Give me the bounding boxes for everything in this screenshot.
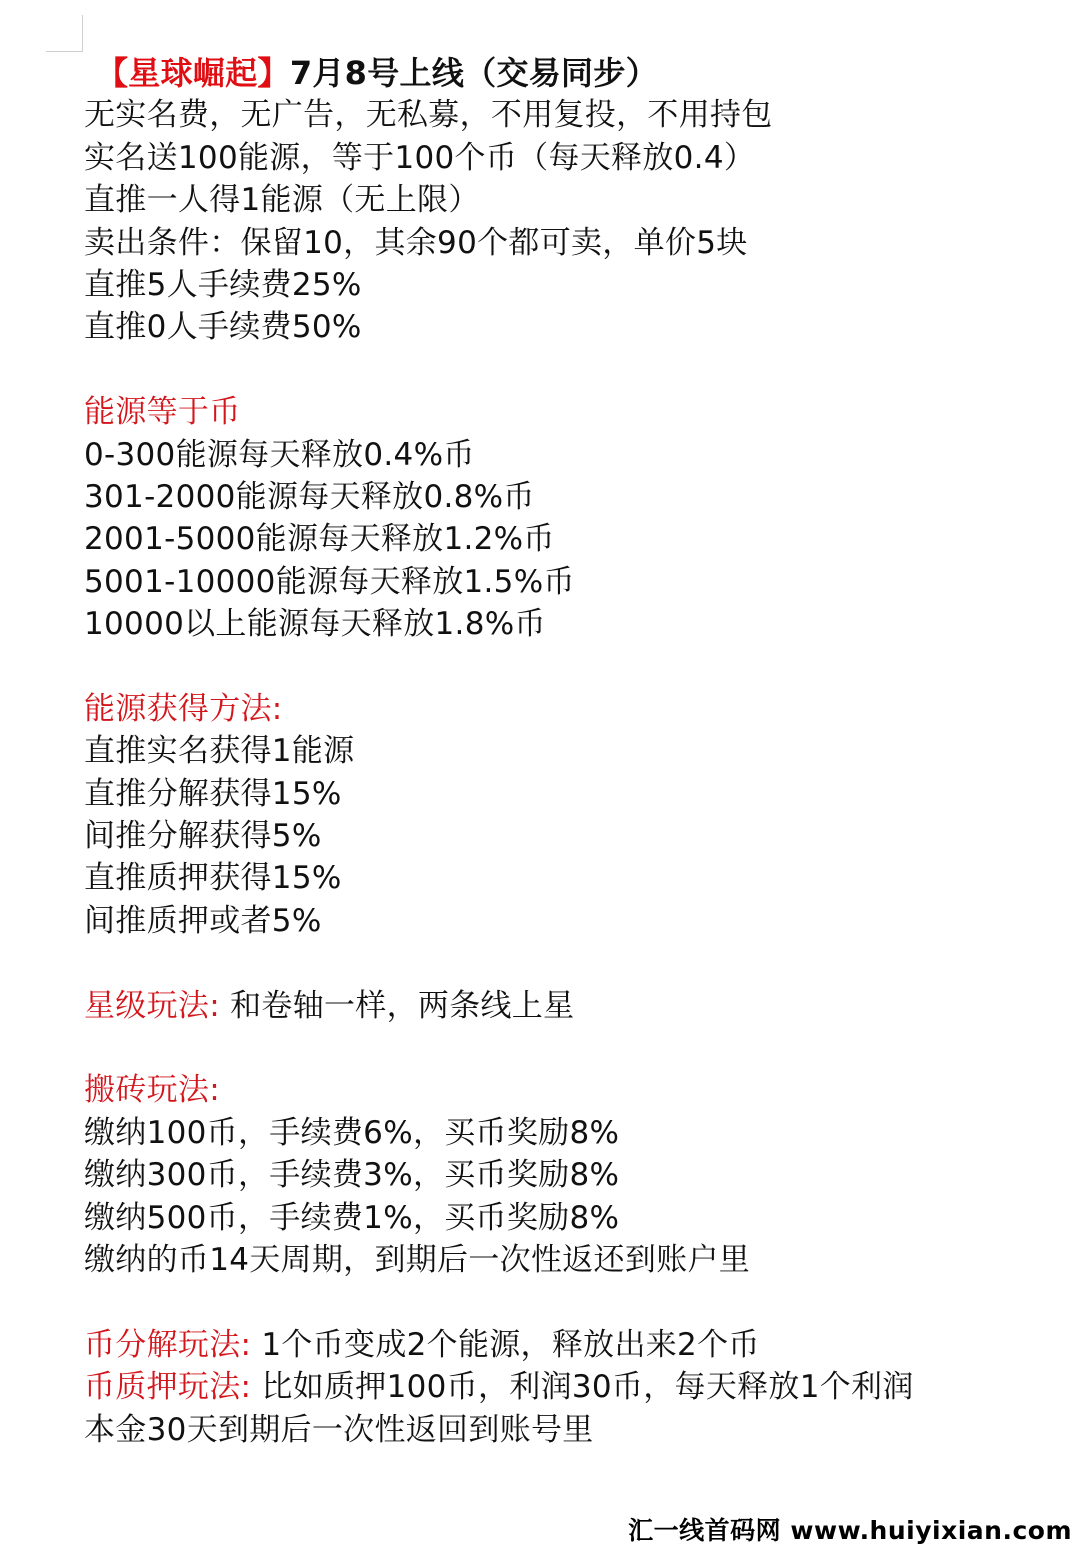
section-heading: 能源等于币 [84, 394, 241, 431]
intro-line: 直推0人手续费50% [84, 309, 362, 346]
release-rate-line: 10000以上能源每天释放1.8%币 [84, 606, 546, 643]
section-heading: 币分解玩法: [84, 1326, 252, 1363]
method-line: 间推质押或者5% [84, 902, 322, 939]
star-play-section [84, 985, 1074, 1027]
intro-line: 直推一人得1能源（无上限） [84, 182, 480, 219]
launch-info: 7月8号上线（交易同步） [289, 54, 658, 92]
intro-section [84, 94, 1074, 348]
release-rate-line: 5001-10000能源每天释放1.5%币 [84, 563, 575, 600]
section-heading: 搬砖玩法: [84, 1072, 220, 1109]
method-line: 直推质押获得15% [84, 860, 342, 897]
brick-play-section [84, 1069, 1074, 1281]
release-rate-line: 301-2000能源每天释放0.8%币 [84, 478, 535, 515]
brick-line: 缴纳100币，手续费6%，买币奖励8% [84, 1114, 620, 1151]
watermark: 汇一线首码网 www.huiyixian.com [628, 1516, 1072, 1545]
intro-line: 直推5人手续费25% [84, 266, 362, 303]
coin-stake-continuation: 本金30天到期后一次性返回到账号里 [84, 1411, 594, 1448]
brick-line: 缴纳500币，手续费1%，买币奖励8% [84, 1199, 620, 1236]
page-title [96, 52, 1074, 94]
intro-line: 无实名费，无广告，无私募，不用复投，不用持包 [84, 97, 773, 134]
section-heading: 能源获得方法: [84, 690, 283, 727]
section-heading: 星级玩法: [84, 987, 220, 1024]
coin-stake-text: 比如质押100币，利润30币，每天释放1个利润 [261, 1369, 914, 1406]
brick-line: 缴纳300币，手续费3%，买币奖励8% [84, 1157, 620, 1194]
page-corner-mark [46, 15, 83, 52]
section-heading: 币质押玩法: [84, 1369, 252, 1406]
document-body [84, 52, 1074, 1451]
project-name: 【星球崛起】 [96, 54, 290, 92]
method-line: 直推实名获得1能源 [84, 733, 355, 770]
intro-line: 卖出条件：保留10，其余90个都可卖，单价5块 [84, 224, 748, 261]
star-play-text: 和卷轴一样，两条线上星 [230, 987, 575, 1024]
intro-line: 实名送100能源，等于100个币（每天释放0.4） [84, 139, 756, 176]
release-rate-line: 0-300能源每天释放0.4%币 [84, 436, 475, 473]
coin-split-section [84, 1324, 1074, 1366]
coin-split-text: 1个币变成2个能源，释放出来2个币 [261, 1326, 760, 1363]
energy-methods-section [84, 688, 1074, 942]
energy-equals-coin-section [84, 391, 1074, 645]
release-rate-line: 2001-5000能源每天释放1.2%币 [84, 521, 555, 558]
method-line: 直推分解获得15% [84, 775, 342, 812]
method-line: 间推分解获得5% [84, 818, 322, 855]
coin-stake-section [84, 1366, 1074, 1408]
brick-line: 缴纳的币14天周期，到期后一次性返还到账户里 [84, 1241, 751, 1278]
